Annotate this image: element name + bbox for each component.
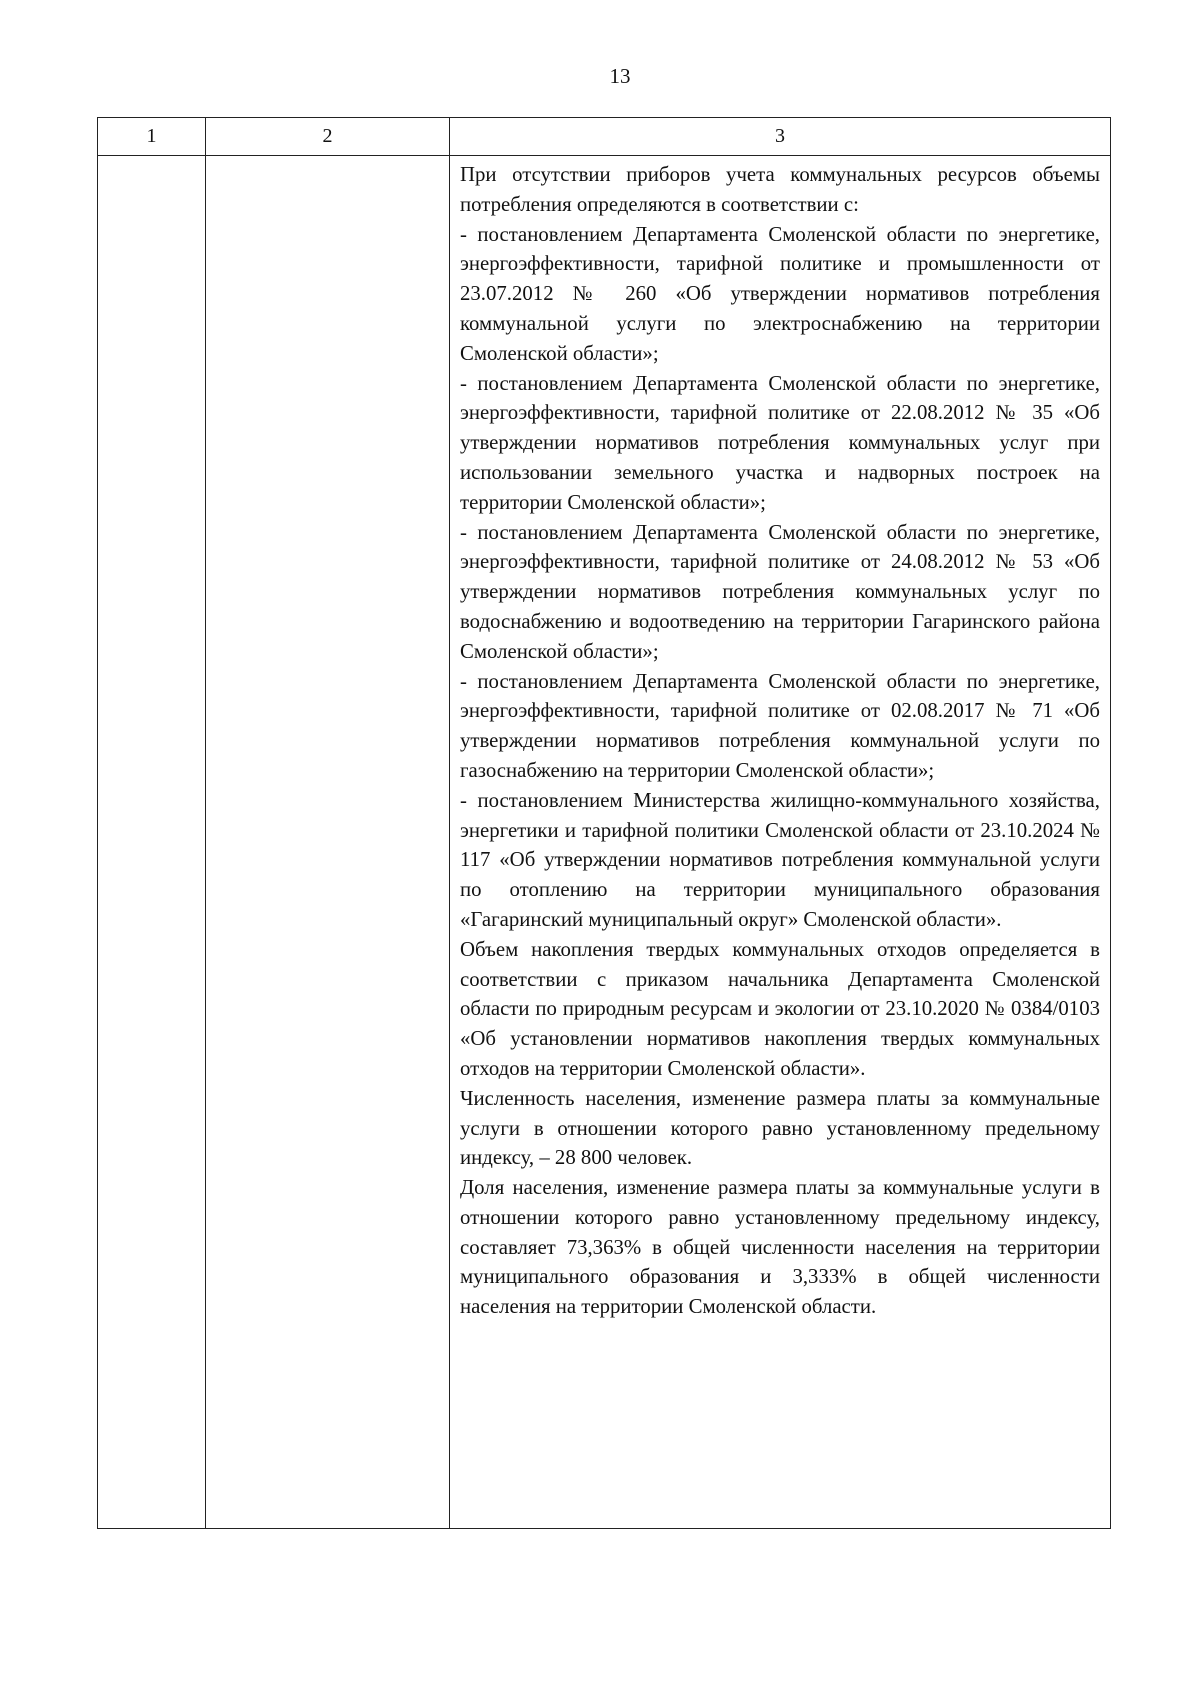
cell-col-2 <box>206 156 450 1529</box>
page-number: 13 <box>609 64 631 88</box>
paragraph-waste-volume: Объем накопления твердых коммунальных отходов определяется в соответствии с приказом начальника Департамента Смоленской области по природным ресурсам и экологии от 23.10.2020 № 0384/0103 «Об установлении нормативов накопления твердых коммунальных отходов на территории Смоленской области». <box>460 937 1100 1080</box>
paragraph-resolution-71: - постановлением Департамента Смоленской области по энергетике, энергоэффективности, тарифной политике от 02.08.2017 № 71 «Об утверждении нормативов потребления коммунальной услуги по газоснабжению на территории Смоленской области»; <box>460 669 1100 782</box>
paragraph-resolution-117: - постановлением Министерства жилищно-коммунального хозяйства, энергетики и тарифной политики Смоленской области от 23.10.2024 № 117 «Об утверждении нормативов потребления коммунальной услуги по отоплению на территории муниципального образования «Гагаринский муниципальный округ» Смоленской области». <box>460 788 1100 931</box>
cell-col-3 <box>450 156 1111 1529</box>
paragraph-population-share: Доля населения, изменение размера платы за коммунальные услуги в отношении которого равно установленному предельному индексу, составляет 73,363% в общей численности населения на территории муниципального образования и 3,333% в общей численности населения на территории Смоленской области. <box>460 1176 1100 1319</box>
paragraph-intro: При отсутствии приборов учета коммунальных ресурсов объемы потребления определяются в соответствии с: <box>460 163 1100 216</box>
header-col-2: 2 <box>206 118 450 156</box>
table-header-row <box>98 118 1111 156</box>
header-col-1: 1 <box>98 118 206 156</box>
header-col-3: 3 <box>450 118 1111 156</box>
paragraph-resolution-35: - постановлением Департамента Смоленской области по энергетике, энергоэффективности, тарифной политике от 22.08.2012 № 35 «Об утверждении нормативов потребления коммунальных услуг при использовании земельного участка и надворных построек на территории Смоленской области»; <box>460 371 1100 514</box>
document-table <box>97 117 1111 1529</box>
paragraph-resolution-53: - постановлением Департамента Смоленской области по энергетике, энергоэффективности, тарифной политике от 24.08.2012 № 53 «Об утверждении нормативов потребления коммунальных услуг по водоснабжению и водоотведению на территории Гагаринского района Смоленской области»; <box>460 520 1100 663</box>
paragraph-population-count: Численность населения, изменение размера платы за коммунальные услуги в отношении которого равно установленному предельному индексу, – 28 800 человек. <box>460 1086 1100 1170</box>
table-row <box>98 156 1111 1529</box>
cell-col-1 <box>98 156 206 1529</box>
paragraph-resolution-260: - постановлением Департамента Смоленской области по энергетике, энергоэффективности, тарифной политике и промышленности от 23.07.2012 № 260 «Об утверждении нормативов потребления коммунальной услуги по электроснабжению на территории Смоленской области»; <box>460 222 1100 365</box>
